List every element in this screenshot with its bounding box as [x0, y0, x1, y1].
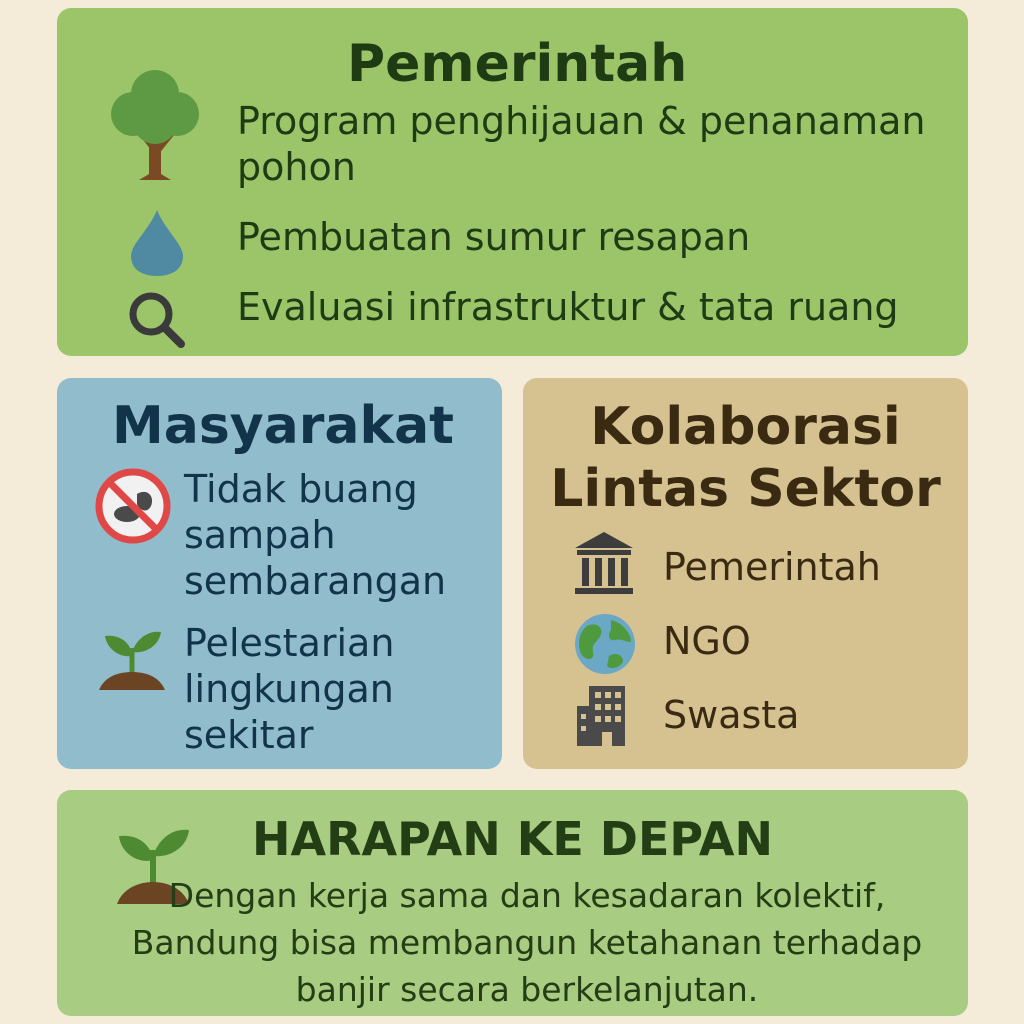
water-drop-icon [127, 208, 187, 278]
pemerintah-title: Pemerintah [347, 34, 688, 94]
pemerintah-item-3: Evaluasi infrastruktur & tata ruang [237, 285, 899, 329]
tree-icon [109, 64, 201, 184]
harapan-card [57, 790, 968, 1016]
pemerintah-card [57, 8, 968, 356]
kolaborasi-card [523, 378, 968, 769]
masyarakat-item-1: Tidak buang sampah sembarangan [184, 467, 447, 603]
masyarakat-item-2: Pelestarian lingkungan sekitar [184, 621, 395, 757]
kolaborasi-item-2: NGO [663, 619, 751, 663]
pemerintah-item-1: Program penghijauan & penanaman pohon [237, 99, 926, 189]
globe-icon [573, 612, 637, 676]
masyarakat-title: Masyarakat [112, 396, 455, 456]
office-building-icon [575, 684, 631, 748]
magnifier-icon [125, 288, 189, 352]
harapan-title: HARAPAN KE DEPAN [252, 812, 774, 866]
kolaborasi-item-3: Swasta [663, 693, 800, 737]
sprout-icon [97, 622, 167, 692]
government-building-icon [573, 530, 635, 596]
pemerintah-item-2: Pembuatan sumur resapan [237, 215, 751, 259]
kolaborasi-item-1: Pemerintah [663, 545, 881, 589]
no-litter-icon [93, 466, 173, 546]
masyarakat-card [57, 378, 502, 769]
kolaborasi-title: Kolaborasi Lintas Sektor [550, 397, 941, 519]
harapan-text: Dengan kerja sama dan kesadaran kolektif, Bandung bisa membangun ketahanan terhadap banjir secara berkelanjutan. [131, 876, 923, 1009]
